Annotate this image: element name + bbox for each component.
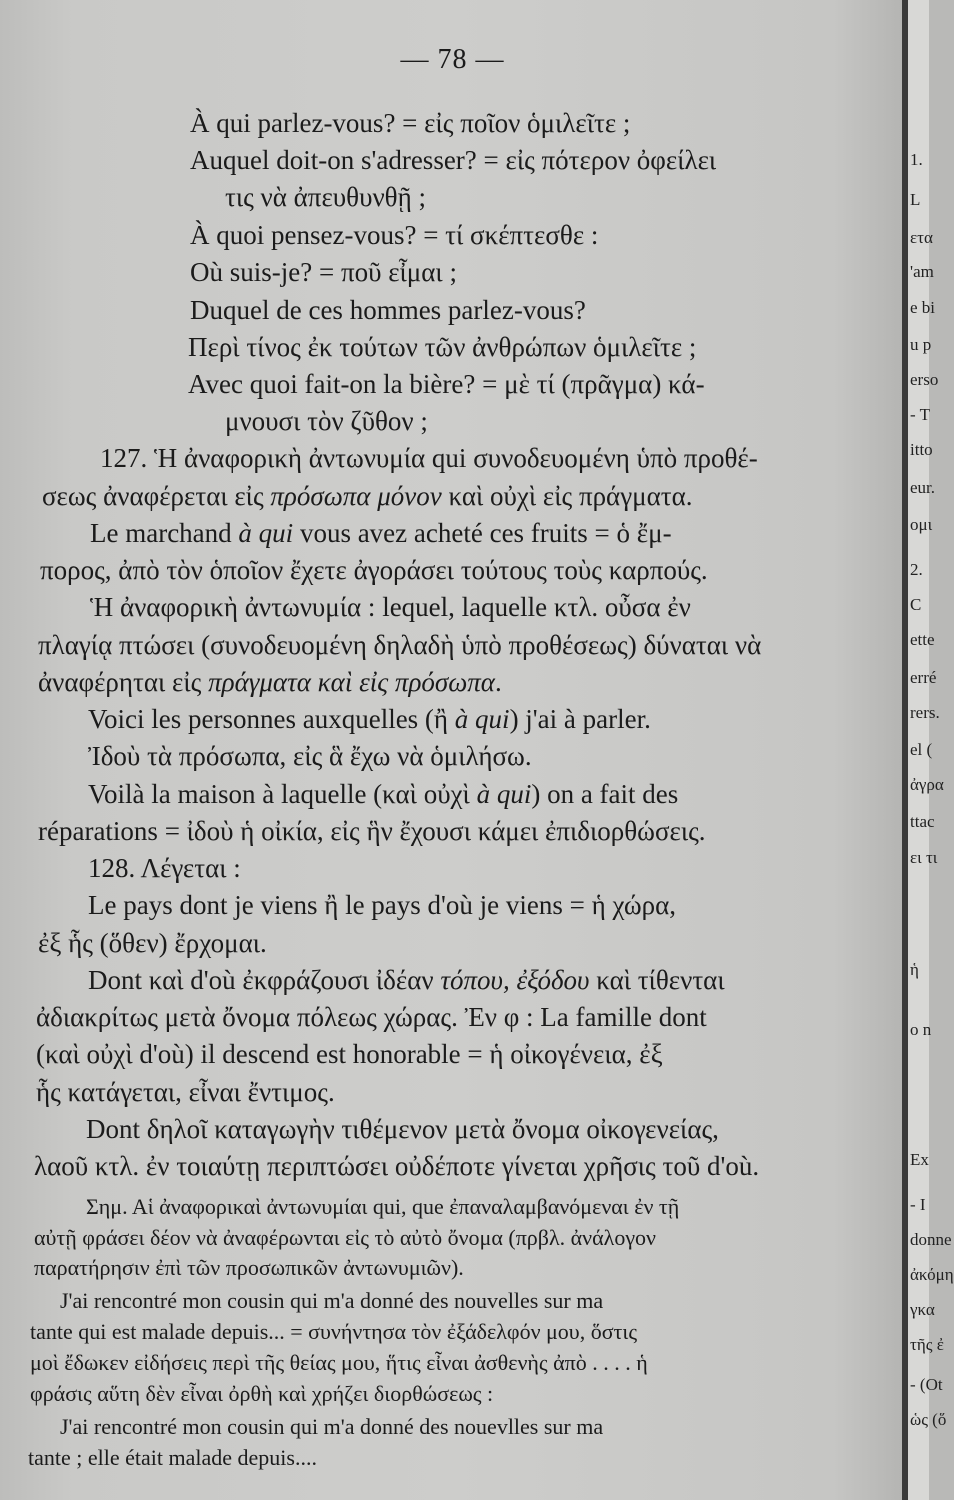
text-line-14: Ἡ ἀναφορικὴ ἀντωνυμία : lequel, laquelle κτλ. οὖσα ἐν [90, 592, 691, 622]
note-line-8: J'ai rencontré mon cousin qui m'a donné des nouevlles sur ma [60, 1414, 604, 1439]
edge-fragment: ette [910, 630, 935, 649]
text-line-9: μνουσι τὸν ζῦθον ; [225, 406, 428, 436]
edge-fragment: donne [910, 1230, 952, 1249]
text-line-15: πλαγίᾳ πτώσει (συνοδευομένη δηλαδὴ ὑπὸ προθέσεως) δύναται νὰ [38, 630, 762, 660]
note-line-4: J'ai rencontré mon cousin qui m'a donné des nouvelles sur ma [60, 1288, 604, 1313]
text-line-6: Duquel de ces hommes parlez-vous? [190, 295, 586, 325]
edge-fragment: e bi [910, 298, 936, 317]
text-line-10: 127. Ἡ ἀναφορικὴ ἀντωνυμία qui συνοδευομένη ὑπὸ προθέ- [100, 443, 758, 473]
edge-fragment: o n [910, 1020, 932, 1039]
note-line-3: παρατήρησιν ἐπὶ τῶν προσωπικῶν ἀντωνυμιῶν). [34, 1255, 464, 1280]
edge-fragment: - I [910, 1195, 926, 1214]
edge-fragment: ομι [910, 515, 933, 534]
adjacent-page-edge [908, 0, 954, 1500]
edge-fragment: ttac [910, 812, 935, 831]
note-line-5: tante qui est malade depuis... = συνήντησα τὸν ἐξάδελφόν μου, ὅστις [30, 1319, 638, 1344]
edge-fragment: ετα [910, 228, 933, 247]
edge-fragment: 1. [910, 150, 923, 169]
text-line-29: λαοῦ κτλ. ἐν τοιαύτῃ περιπτώσει οὐδέποτε γίνεται χρῆσις τοῦ d'où. [34, 1151, 760, 1181]
edge-fragment: - T [910, 405, 930, 424]
text-line-22: Le pays dont je viens ἢ le pays d'où je viens = ἡ χώρα, [88, 890, 677, 920]
edge-fragment: rers. [910, 703, 940, 722]
text-line-24: Dont καὶ d'où ἐκφράζουσι ἰδέαν τόπου, ἐξόδου καὶ τίθενται [88, 965, 725, 995]
text-line-5: Où suis-je? = ποῦ εἶμαι ; [190, 257, 457, 287]
text-line-7: Περὶ τίνος ἐκ τούτων τῶν ἀνθρώπων ὁμιλεῖτε ; [188, 332, 697, 362]
edge-fragment: 2. [910, 560, 923, 579]
edge-fragment: τῆς ἐ [910, 1335, 944, 1354]
edge-fragment: C [910, 595, 922, 614]
page-number: — 78 — [400, 44, 505, 75]
edge-fragment: - (Ot [910, 1375, 943, 1394]
note-line-1: Σημ. Αἱ ἀναφορικαὶ ἀντωνυμίαι qui, que ἐπαναλαμβανόμεναι ἐν τῇ [86, 1194, 680, 1219]
text-line-3: τις νὰ ἀπευθυνθῇ ; [225, 182, 426, 212]
edge-fragment: ἡ [910, 960, 919, 979]
text-line-28: Dont δηλοῖ καταγωγὴν τιθέμενον μετὰ ὄνομα οἰκογενείας, [86, 1114, 719, 1144]
text-line-26: (καὶ οὐχὶ d'où) il descend est honorable = ἡ οἰκογένεια, ἐξ [36, 1039, 663, 1069]
edge-fragment: L [910, 190, 921, 209]
text-line-1: À qui parlez-vous? = εἰς ποῖον ὁμιλεῖτε ; [190, 108, 631, 138]
note-line-2: αὐτῇ φράσει δέον νὰ ἀναφέρωνται εἰς τὸ αὐτὸ ὄνομα (πρβλ. ἀνάλογον [34, 1225, 656, 1250]
text-line-16: ἀναφέρηται εἰς πράγματα καὶ εἰς πρόσωπα. [38, 667, 502, 697]
text-line-2: Auquel doit-on s'adresser? = εἰς πότερον ὀφείλει [190, 145, 717, 175]
edge-fragment: u p [910, 335, 932, 354]
text-line-20: réparations = ἰδοὺ ἡ οἰκία, εἰς ἣν ἔχουσι κάμει ἐπιδιορθώσεις. [38, 816, 706, 846]
edge-fragment: erré [910, 668, 937, 687]
edge-fragment: erso [910, 370, 939, 389]
edge-fragment: 'am [910, 262, 934, 281]
note-line-7: φράσις αὕτη δὲν εἶναι ὀρθὴ καὶ χρήζει διορθώσεως : [30, 1381, 494, 1406]
text-line-12: Le marchand à qui vous avez acheté ces fruits = ὁ ἔμ- [90, 518, 672, 548]
text-line-27: ἧς κατάγεται, εἶναι ἔντιμος. [36, 1077, 335, 1107]
edge-fragment: γκα [910, 1300, 935, 1319]
text-line-4: À quoi pensez-vous? = τί σκέπτεσθε : [190, 220, 599, 250]
edge-fragment: el ( [910, 740, 933, 759]
edge-fragment: ἀκόμη [910, 1265, 954, 1284]
note-line-6: μοὶ ἔδωκεν εἰδήσεις περὶ τῆς θείας μου, ἥτις εἶναι ἀσθενὴς ἀπὸ . . . . ἡ [30, 1350, 648, 1375]
text-line-8: Avec quoi fait-on la bière? = μὲ τί (πρᾶγμα) κά- [188, 369, 705, 399]
text-line-13: πορος, ἀπὸ τὸν ὁποῖον ἔχετε ἀγοράσει τούτους τοὺς καρπούς. [40, 555, 708, 585]
note-line-9: tante ; elle était malade depuis.... [28, 1445, 317, 1470]
edge-fragment: ἀγρα [910, 775, 944, 794]
edge-fragment: ει τι [910, 848, 938, 867]
edge-fragment: eur. [910, 478, 936, 497]
text-line-23: ἐξ ἧς (ὅθεν) ἔρχομαι. [38, 928, 267, 958]
text-line-25: ἀδιακρίτως μετὰ ὄνομα πόλεως χώρας. Ἐν φ : La famille dont [36, 1002, 707, 1032]
edge-fragment: itto [910, 440, 933, 459]
text-line-21: 128. Λέγεται : [88, 853, 241, 883]
edge-fragment: ὡς (ὅ [910, 1410, 947, 1429]
text-line-19: Voilà la maison à laquelle (καὶ οὐχὶ à qui) on a fait des [88, 779, 679, 809]
edge-fragment: Ex [910, 1150, 929, 1169]
text-line-11: σεως ἀναφέρεται εἰς πρόσωπα μόνον καὶ οὐχὶ εἰς πράγματα. [42, 481, 693, 511]
text-line-18: Ἰδοὺ τὰ πρόσωπα, εἰς ἃ ἔχω νὰ ὁμιλήσω. [88, 741, 532, 771]
text-line-17: Voici les personnes auxquelles (ἢ à qui) j'ai à parler. [88, 704, 651, 734]
